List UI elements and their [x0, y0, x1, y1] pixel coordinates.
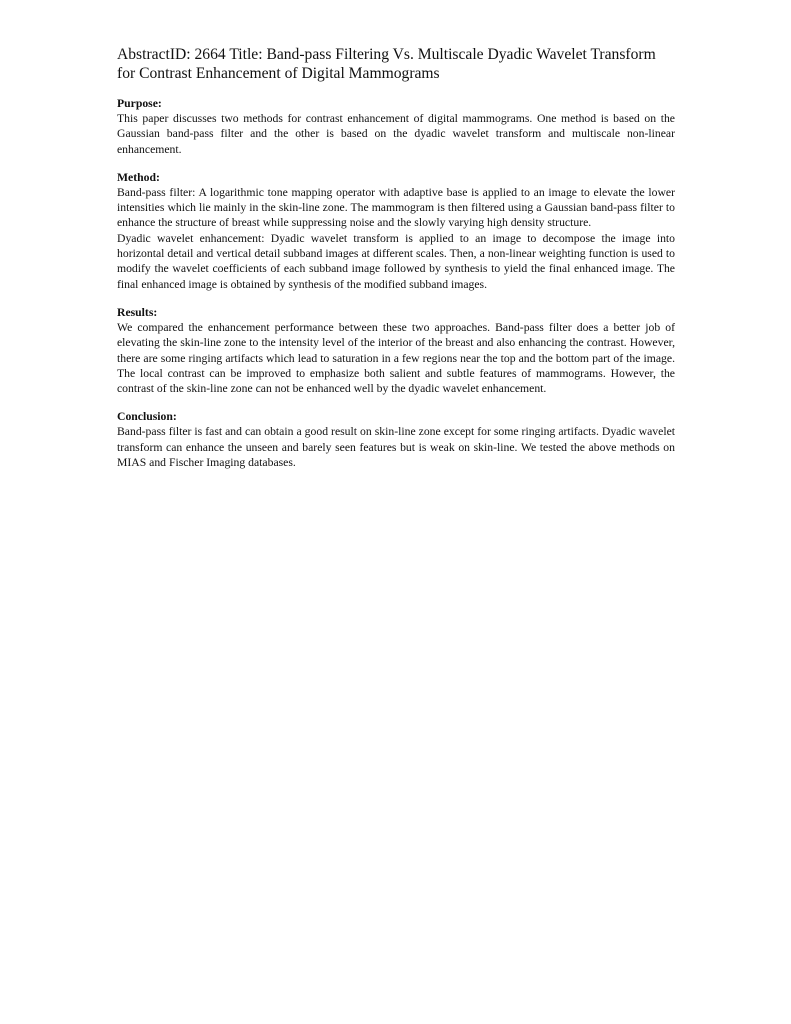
- section-paragraph: Band-pass filter is fast and can obtain a good result on skin-line zone except for some ringing artifacts. Dyadic wavelet transform can enhance the unseen and barely seen features but is weak on skin-line. We tested the above methods on MIAS and Fischer Imaging databases.: [117, 425, 675, 470]
- document-page: [117, 45, 675, 483]
- section-paragraph: Dyadic wavelet enhancement: Dyadic wavelet transform is applied to an image to decompose the image into horizontal detail and vertical detail subband images at different scales. Then, a non-linear weighting function is used to modify the wavelet coefficients of each subband image followed by synthesis to yield the final enhanced image. The final enhanced image is obtained by synthesis of the modified subband images.: [117, 231, 675, 291]
- section-heading: Results:: [117, 305, 158, 319]
- section-heading: Method:: [117, 170, 160, 184]
- section-purpose: [117, 96, 675, 157]
- section-paragraph: This paper discusses two methods for contrast enhancement of digital mammograms. One method is based on the Gaussian band-pass filter and the other is based on the dyadic wavelet transform and multiscale non-linear enhancement.: [117, 112, 675, 156]
- section-results: [117, 305, 675, 396]
- section-conclusion: [117, 409, 675, 470]
- section-method: [117, 170, 675, 292]
- section-paragraph: Band-pass filter: A logarithmic tone mapping operator with adaptive base is applied to an image to elevate the lower intensities which lie mainly in the skin-line zone. The mammogram is then filtered using a Gaussian band-pass filter to enhance the structure of breast while suppressing noise and the slowly varying high density structure.: [117, 185, 675, 230]
- section-heading: Conclusion:: [117, 410, 177, 424]
- document-title: AbstractID: 2664 Title: Band-pass Filtering Vs. Multiscale Dyadic Wavelet Transform for Contrast Enhancement of Digital Mammograms: [117, 46, 656, 82]
- section-paragraph: We compared the enhancement performance between these two approaches. Band-pass filter does a better job of elevating the skin-line zone to the intensity level of the interior of the breast and also enhancing the contrast. However, there are some ringing artifacts which lead to saturation in a few regions near the top and the bottom part of the image. The local contrast can be improved to emphasize both salient and subtle features of mammograms. However, the contrast of the skin-line zone can not be enhanced well by the dyadic wavelet enhancement.: [117, 320, 675, 396]
- section-heading: Purpose:: [117, 97, 162, 110]
